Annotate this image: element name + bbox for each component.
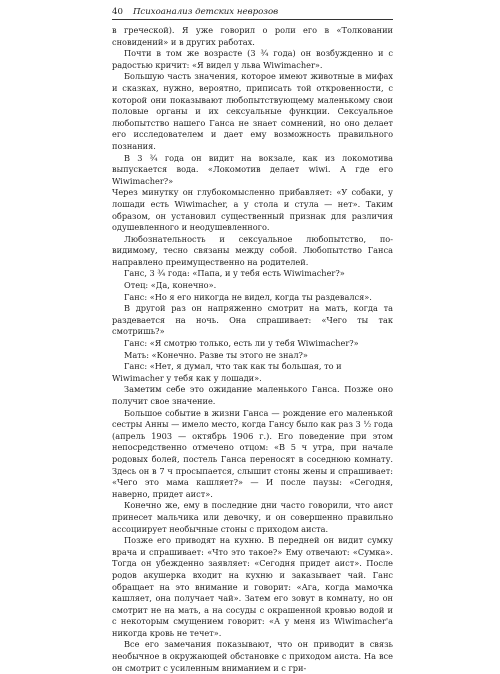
paragraph: Конечно же, ему в последние дни часто говорили, что аист принесет мальчика или девочку, и он совершенно правильно ассоциирует необычные стоны с приходом аиста. [112, 500, 393, 534]
paragraph: Большое событие в жизни Ганса — рождение его маленькой сестры Анны — имело место, когда Гансу было как раз 3 ½ года (апрель 1903 — октябрь 1906 г.). Его поведение при этом непосредственно отмечено отцом: «В 5 ч утра, при начале родовых болей, постель Ганса переносят в соседнюю комнату. Здесь он в 7 ч просыпается, слышит стоны жены и спрашивает: «Чего это мама кашляет?» — И после паузы: «Сегодня, наверно, придет аист». [112, 407, 394, 499]
paragraph: Большую часть значения, которое имеют животные в мифах и сказках, нужно, вероятно, приписать той откровенности, с которой они показывают любопытствующему маленькому свои половые органы и их сексуальные функции. Сексуальное любопытство нашего Ганса не знает сомнений, но оно делает его исследователем и дает ему возможность правильного познания. [112, 71, 393, 151]
paragraph: Через минутку он глубокомысленно прибавляет: «У собаки, у лошади есть Wiwimacher, а у стола и стула — нет». Таким образом, он установил существенный признак для различия одушевленного и неодушевленного. [112, 187, 393, 233]
paragraph: Отец: «Да, конечно». [124, 280, 217, 291]
page-body [112, 25, 393, 674]
paragraph: Ганс: «Нет, я думал, что так как ты большая, то и Wiwimacher у тебя как у лошади». [112, 361, 342, 383]
paragraph: в греческой). Я уже говорил о роли его в «Толковании сновидений» и в других работах. [112, 25, 393, 47]
paragraph: Ганс, 3 ¾ года: «Папа, и у тебя есть Wiwimacher?» [124, 268, 345, 279]
running-title: Психоанализ детских неврозов [132, 7, 279, 17]
header-rule [112, 19, 393, 20]
paragraph: Ганс: «Но я его никогда не видел, когда ты раздевался». [124, 291, 372, 302]
paragraph: Мать: «Конечно. Разве ты этого не знал?» [124, 349, 308, 360]
paragraph: Почти в том же возрасте (3 ¾ года) он возбужденно и с радостью кричит: «Я видел у льва Wiwimacher». [112, 48, 393, 70]
paragraph: В другой раз он напряженно смотрит на мать, когда та раздевается на ночь. Она спрашивает: «Чего ты так смотришь?» [112, 303, 393, 337]
running-header [112, 5, 393, 19]
paragraph: Позже его приводят на кухню. В передней он видит сумку врача и спрашивает: «Что это такое?» Ему отвечают: «Сумка». Тогда он убежденно заявляет: «Сегодня придет аист». После родов акушерка входит на кухню и заказывает чай. Ганс обращает на это внимание и говорит: «Ага, когда мамочка кашляет, она получает чай». Затем его зовут в комнату, но он смотрит не на мать, а на сосуды с окрашенной кровью водой и с некоторым смущением говорит: «А у меня из Wiwimacher'а никогда кровь не течет». [112, 535, 393, 638]
paragraph: Все его замечания показывают, что он приводит в связь необычное в окружающей обстановке с приходом аиста. На все он смотрит с усиленным вниманием и с гри- [112, 639, 393, 673]
page-number: 40 [112, 7, 123, 17]
paragraph: Заметим себе это ожидание маленького Ганса. Позже оно получит свое значение. [112, 384, 393, 406]
paragraph: В 3 ¾ года он видит на вокзале, как из локомотива выпускается вода. «Локомотив делает wiwi. А где его Wiwimacher?» [112, 152, 393, 186]
paragraph: Любознательность и сексуальное любопытство, по-видимому, тесно связаны между собой. Любопытство Ганса направлено преимущественно на родителей. [112, 233, 393, 267]
paragraph: Ганс: «Я смотрю только, есть ли у тебя Wiwimacher?» [124, 338, 359, 349]
